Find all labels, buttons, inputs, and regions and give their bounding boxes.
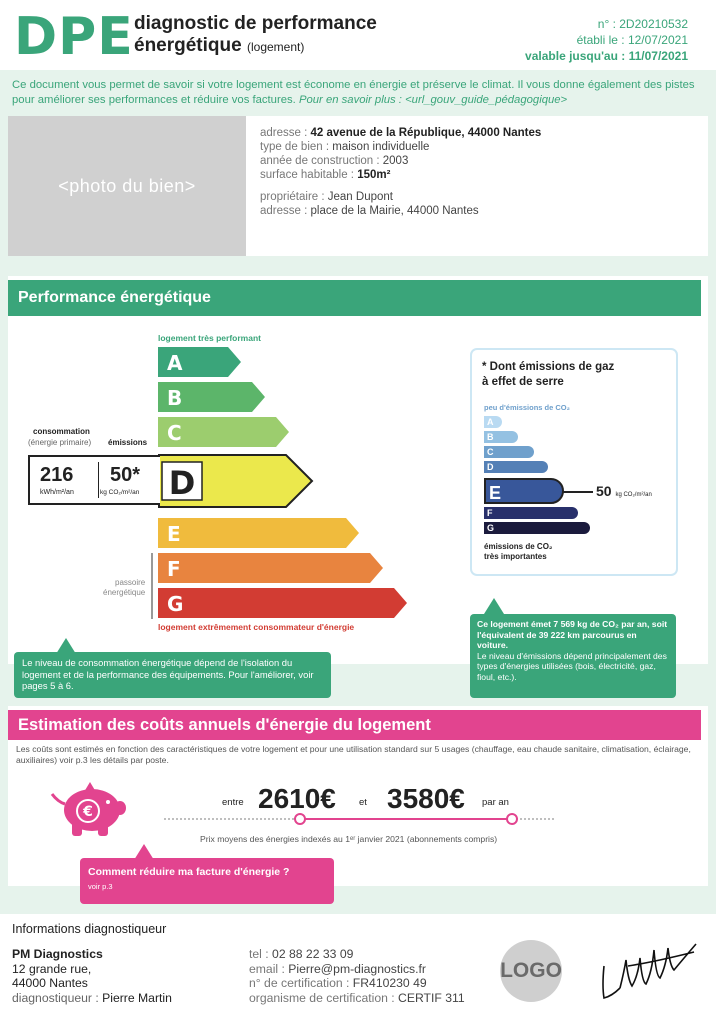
address-value: 42 avenue de la République, 44000 Nantes xyxy=(310,127,542,139)
euro-symbol: € xyxy=(83,804,93,820)
company-logo: LOGO xyxy=(500,940,562,1002)
ges-title-line-2: à effet de serre xyxy=(482,376,564,388)
dpe-band-b xyxy=(158,382,266,412)
title-sub: (logement) xyxy=(246,40,305,54)
document-meta xyxy=(525,16,688,64)
ges-tip xyxy=(470,614,676,698)
diagnostician-name: Pierre Martin xyxy=(102,990,172,1005)
passoire-line-2: énergétique xyxy=(103,588,146,597)
org-value: CERTIF 311 xyxy=(398,990,465,1005)
diagnostician-label: diagnostiqueur : xyxy=(12,990,99,1005)
ges-band-b: B xyxy=(484,431,518,443)
email-value[interactable]: Pierre@pm-diagnostics.fr xyxy=(288,961,426,976)
cost-max: 3580€ xyxy=(387,783,465,814)
company-city: 44000 Nantes xyxy=(12,976,88,990)
passoire-label xyxy=(103,578,145,598)
surface-label: surface habitable : xyxy=(260,169,354,181)
ges-band-g: G xyxy=(484,522,590,534)
emissions-unit: kg CO₂/m²/an xyxy=(100,489,140,496)
ges-band-f: F xyxy=(484,507,578,519)
passoire-bracket xyxy=(151,553,153,619)
diagnostician-contact xyxy=(249,947,465,1005)
ges-band-d: D xyxy=(484,461,548,473)
prices-note: Prix moyens des énergies indexés au 1ᵉʳ janvier 2021 (abonnements compris) xyxy=(200,834,498,844)
consumption-unit: kWh/m²/an xyxy=(40,489,74,496)
consumption-value: 216 xyxy=(40,464,74,486)
performance-heading: Performance énergétique xyxy=(8,280,701,316)
ges-bottom-line-2: très importantes xyxy=(484,552,547,561)
dpe-band-e-label: E xyxy=(167,522,181,546)
dpe-band-c xyxy=(158,417,290,447)
established-date: établi le : 12/07/2021 xyxy=(576,33,688,47)
ges-band-e-current: E xyxy=(484,478,564,504)
consumption-sublabel: (énergie primaire) xyxy=(28,438,92,447)
company-street: 12 grande rue, xyxy=(12,961,92,976)
owner-address-value: place de la Mairie, 44000 Nantes xyxy=(310,205,479,217)
cost-range-line xyxy=(160,812,560,826)
cost-between-label: entre xyxy=(222,797,244,808)
ges-value xyxy=(596,483,652,499)
emissions-label: émissions xyxy=(108,438,148,447)
owner-value: Jean Dupont xyxy=(327,191,393,203)
cost-and-label: et xyxy=(359,797,367,808)
dpe-logo: DPE xyxy=(14,7,134,67)
title-line-2: énergétique xyxy=(134,35,242,56)
ges-value-unit: kg CO₂/m²/an xyxy=(615,492,652,498)
cost-min: 2610€ xyxy=(258,783,336,814)
top-caption: logement très performant xyxy=(158,333,261,343)
dpe-band-a xyxy=(158,347,242,377)
ges-value-number: 50 xyxy=(596,483,612,499)
ges-tip-text: Le niveau d'émissions dépend principalement des types d'énergies utilisées (bois, électricité, gaz, fioul, etc.). xyxy=(477,650,667,682)
document-number: n° : 2D20210532 xyxy=(597,17,688,31)
address-label: adresse : xyxy=(260,127,308,139)
reduce-bill-tip[interactable] xyxy=(80,858,334,904)
ges-bottom-line-1: émissions de CO₂ xyxy=(484,542,553,551)
ges-title xyxy=(482,360,614,390)
emissions-value: 50* xyxy=(110,464,141,486)
title-line-1: diagnostic de performance xyxy=(134,13,377,34)
piggy-bank-icon xyxy=(48,780,128,840)
owner-label: propriétaire : xyxy=(260,191,325,203)
guide-link[interactable]: Pour en savoir plus : <url_gouv_guide_pédagogique> xyxy=(298,94,568,106)
dpe-band-g xyxy=(158,588,408,618)
ges-band-c: C xyxy=(484,446,534,458)
bottom-caption: logement extrêmement consommateur d'énergie xyxy=(158,622,355,632)
type-value: maison individuelle xyxy=(332,141,430,153)
ges-bottom-caption xyxy=(484,542,552,562)
ges-band-a: A xyxy=(484,416,502,428)
dpe-band-b-label: B xyxy=(167,386,183,410)
type-label: type de bien : xyxy=(260,141,330,153)
cert-label: n° de certification : xyxy=(249,976,350,990)
ges-top-caption: peu d'émissions de CO₂ xyxy=(484,403,570,412)
valid-until: valable jusqu'au : 11/07/2021 xyxy=(525,49,688,63)
signature-icon xyxy=(598,936,700,1004)
intro-body: Ce document vous permet de savoir si votre logement est économe en énergie et préserve le climat. Il vous donne également des pistes pour améliorer ses performances et réduire vos factures. xyxy=(12,79,695,106)
tel-label: tel : xyxy=(249,947,269,961)
cost-per-year: par an xyxy=(482,797,509,808)
property-details xyxy=(246,116,708,256)
year-label: année de construction : xyxy=(260,155,380,167)
surface-value: 150m² xyxy=(357,169,391,181)
intro-text xyxy=(12,78,707,108)
dpe-band-d-label: D xyxy=(168,464,196,502)
dpe-band-e xyxy=(158,518,360,548)
company-name: PM Diagnostics xyxy=(12,947,103,961)
cost-description: Les coûts sont estimés en fonction des caractéristiques de votre logement et pour une utilisation standard sur 5 usages (chauffage, eau chaude sanitaire, climatisation, éclairage, auxiliaires) voir p.3 les détails par poste. xyxy=(16,744,691,765)
dpe-band-c-label: C xyxy=(167,421,182,445)
dpe-band-f xyxy=(158,553,384,583)
passoire-line-1: passoire xyxy=(115,578,146,587)
dpe-band-f-label: F xyxy=(167,557,181,581)
ges-title-line-1: * Dont émissions de gaz xyxy=(482,361,615,373)
reduce-tip-sub: voir p.3 xyxy=(88,882,113,891)
diagnostician-address xyxy=(12,947,172,1005)
diagnostician-heading: Informations diagnostiqueur xyxy=(12,922,167,936)
property-photo: <photo du bien> xyxy=(8,116,246,256)
email-label: email : xyxy=(249,961,285,976)
year-value: 2003 xyxy=(382,155,409,167)
consumption-divider xyxy=(98,462,99,498)
cert-value: FR410230 49 xyxy=(352,976,427,990)
reduce-tip-title: Comment réduire ma facture d'énergie ? xyxy=(88,866,290,878)
cost-heading: Estimation des coûts annuels d'énergie du logement xyxy=(8,710,701,740)
consumption-tip: Le niveau de consommation énergétique dépend de l'isolation du logement et de la performance des équipements. Pour l'améliorer, voir pages 5 à 6. xyxy=(14,652,331,698)
owner-address-label: adresse : xyxy=(260,205,308,217)
ges-marker-line xyxy=(563,491,593,493)
ges-tip-bold: Ce logement émet 7 569 kg de CO₂ par an, soit l'équivalent de 39 222 km parcourus en voiture. xyxy=(477,619,668,650)
dpe-band-a-label: A xyxy=(167,351,183,375)
ges-tip-pointer xyxy=(484,598,504,614)
dpe-band-g-label: G xyxy=(167,592,184,616)
tel-value[interactable]: 02 88 22 33 09 xyxy=(272,947,354,961)
document-title xyxy=(134,13,377,58)
dpe-band-d-current xyxy=(158,454,318,508)
org-label: organisme de certification : xyxy=(249,990,395,1005)
consumption-label: consommation xyxy=(33,427,90,436)
